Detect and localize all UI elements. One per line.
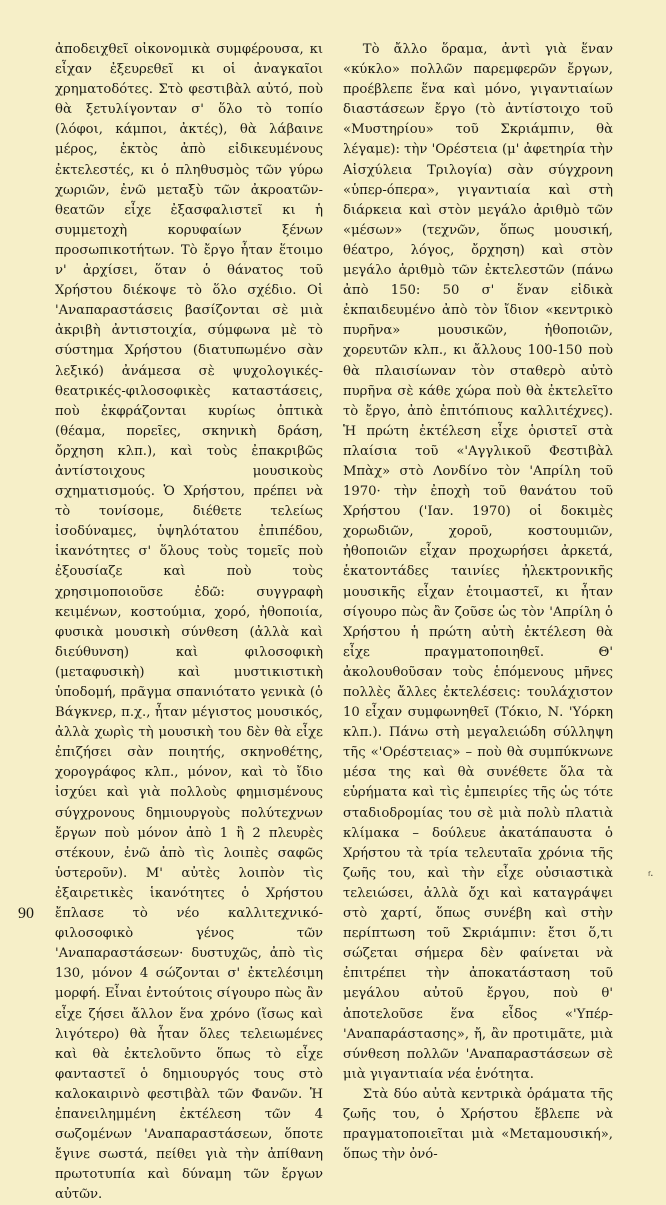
margin-mark: ᶠ·: [648, 871, 654, 882]
left-paragraph-1: ἀποδειχθεῖ οἰκονομικὰ συμφέρουσα, κι εἶχαν ἐξευρεθεῖ κι οἱ ἀναγκαῖοι χρηματοδότες. Στὸ φεστιβὰλ αὐτό, ποὺ θὰ ξετυλίγονταν σ' ὅλο τὸ τοπίο (λόφοι, κάμποι, ἀκτές), θὰ λάβαινε μέρος, ἐκτὸς ἀπὸ εἰδικευμένους ἐκτελεστές, κι ὁ πληθυσμὸς τῶν γύρω χωριῶν, ἐνῶ μεταξὺ τῶν ἀκροατῶν-θεατῶν εἶχε ἐξασφαλιστεῖ κι ἡ συμμετοχὴ κορυφαίων ξένων προσωπικοτήτων. Τὸ ἔργο ἦταν ἕτοιμο ν' ἀρχίσει, ὅταν ὁ θάνατος τοῦ Χρήστου διέκοψε τὸ ὅλο σχέδιο. Οἱ 'Αναπαραστάσεις βασίζονται σὲ μιὰ ἀκριβὴ ἀντιστοιχία, σύμφωνα μὲ τὸ σύστημα Χρήστου (διατυπωμένο σὰν λεξικό) ἀνάμεσα σὲ ψυχολογικές-θεατρικές-φιλοσοφικὲς καταστάσεις, ποὺ ἐκφράζονται κυρίως ὀπτικὰ (θέαμα, πορεῖες, σκηνικὴ δράση, ὄρχηση κλπ.), καὶ τοὺς ἐπακριβῶς ἀντίστοιχους μουσικοὺς σχηματισμούς. Ὁ Χρήστου, πρέπει νὰ τὸ τονίσομε, διέθετε τελείως ἰσοδύναμες, ὑψηλότατου ἐπιπέδου, ἱκανότητες σ' ὅλους τοὺς τομεῖς ποὺ ἐξουσίαζε καὶ ποὺ τοὺς χρησιμοποιοῦσε ἐδῶ: συγγραφὴ κειμένων, κοστούμια, χορό, ἠθοποιία, φυσικὰ μουσικὴ σύνθεση (ἀλλὰ καὶ διεύθυνση) καὶ φιλοσοφικὴ (μεταφυσικὴ) καὶ μυστικιστικὴ ὑποδομή, πρᾶγμα σπανιότατο γενικὰ (ὁ Βάγκνερ, π.χ., ἦταν μέγιστος μουσικός, ἀλλὰ χωρὶς τὴ μουσικὴ του δὲν θὰ εἶχε ἐπιζήσει σὰν ποιητής, σκηνοθέτης, χορογράφος κλπ., μόνον, καὶ τὸ ἴδιο ἰσχύει καὶ γιὰ πολλοὺς φημισμένους σύγχρονους δημιουργοὺς πολύτεχνων ἔργων ποὺ μόνον ἀπὸ 1 ἢ 2 πλευρὲς στέκουν, ἐνῶ ἀπὸ τὶς λοιπὲς σαφῶς ὑστεροῦν). Μ' αὐτὲς λοιπὸν τὶς ἐξαιρετικὲς ἱκανότητες ὁ Χρήστου ἔπλασε τὸ νέο καλλιτεχνικό-φιλοσοφικὸ γένος τῶν 'Αναπαραστάσεων· δυστυχῶς, ἀπὸ τὶς 130, μόνον 4 σώζονται σ' ἐκτελέσιμη μορφή. Εἶναι ἐντούτοις σίγουρο πὼς ἂν εἶχε ζήσει ἄλλον ἕνα χρόνο (ἴσως καὶ λιγότερο) θὰ ἦταν ὅλες τελειωμένες καὶ θὰ ἐκτελοῦντο ὅπως τὸ εἶχε φανταστεῖ ὁ δημιουργός τους στὸ καλοκαιρινὸ φεστιβὰλ τῶν Φανῶν. Ἡ ἐπανειλημμένη ἐκτέλεση τῶν 4 σωζομένων 'Αναπαραστάσεων, ὅποτε ἔγινε σωστά, πείθει γιὰ τὴν ἀπίθανη πρωτοτυπία καὶ δύναμη τῶν ἔργων αὐτῶν.: [55, 42, 323, 1203]
right-paragraph-1: Τὸ ἄλλο ὅραμα, ἀντὶ γιὰ ἕναν «κύκλο» πολλῶν παρεμφερῶν ἔργων, προέβλεπε ἕνα καὶ μόνο, γιγαντιαίων διαστάσεων ἔργο (τὸ ἀντίστοιχο τοῦ «Μυστηρίου» τοῦ Σκριάμπιν, θὰ λέγαμε): τὴν 'Ορέστεια (μ' ἀφετηρία τὴν Αἰσχύλεια Τριλογία) σὰν σύγχρονη «ὑπερ-όπερα», γιγαντιαία καὶ στὴ διάρκεια καὶ στὸν μεγάλο ἀριθμὸ τῶν «μέσων» (τεχνῶν, ὅπως μουσική, θέατρο, λόγος, ὄρχηση) καὶ στὸν μεγάλο ἀριθμὸ τῶν ἐκτελεστῶν (πάνω ἀπὸ 150: 50 σ' ἕναν εἰδικὰ ἐκπαιδευμένο ἀπὸ τὸν ἴδιον «κεντρικὸ πυρῆνα» μουσικῶν, ἠθοποιῶν, χορευτῶν κλπ., κι ἄλλους 100-150 ποὺ θὰ πλαισίωναν τὸν σταθερὸ αὐτὸ πυρῆνα σὲ κάθε χώρα ποὺ θὰ ἐκτελεῖτο τὸ ἔργο, ἀπὸ ἐπιτόπιους καλλιτέχνες). Ἡ πρώτη ἐκτέλεση εἶχε ὁριστεῖ στὰ πλαίσια τοῦ «'Αγγλικοῦ Φεστιβὰλ Μπὰχ» στὸ Λονδίνο τὸν 'Απρίλη τοῦ 1970· τὴν ἐποχὴ τοῦ θανάτου τοῦ Χρήστου ('Ιαν. 1970) οἱ δοκιμὲς χορωδιῶν, χοροῦ, κοστουμιῶν, ἠθοποιῶν εἶχαν προχωρήσει ἀρκετά, ἑκατοντάδες ταινίες ἠλεκτρονικῆς μουσικῆς εἶχαν ἑτοιμαστεῖ, κι ἦταν σίγουρο πὼς ἂν ζοῦσε ὡς τὸν 'Απρίλη ὁ Χρήστου ἡ πρώτη αὐτὴ ἐκτέλεση θὰ εἶχε πραγματοποιηθεῖ. Θ' ἀκολουθοῦσαν τοὺς ἑπόμενους μῆνες πολλὲς ἄλλες ἐκτελέσεις: τουλάχιστον 10 εἶχαν συμφωνηθεῖ (Τόκιο, Ν. 'Υόρκη κλπ.). Πάνω στὴ μεγαλειώδη σύλληψη τῆς «'Ορέστειας» – ποὺ θὰ συμπύκνωνε μέσα της καὶ θὰ συνέθετε ὅλα τὰ εὑρήματα καὶ τὶς ἐμπειρίες τῆς ὡς τότε σταδιοδρομίας του σὲ μιὰ πολὺ πλατιὰ κλίμακα – δούλευε ἀκατάπαυστα ὁ Χρήστου τὰ τρία τελευταῖα χρόνια τῆς ζωῆς του, καὶ τὴν εἶχε οὐσιαστικὰ τελειώσει, ἀλλὰ ὄχι καὶ καταγράψει στὸ χαρτί, ὅπως συνέβη καὶ στὴν περίπτωση τοῦ Σκριάμπιν: ἔτσι ὅ,τι σώζεται σήμερα δὲν φαίνεται νὰ ἐπιτρέπει τὴν ἀποκατάσταση τοῦ μεγάλου αὐτοῦ ἔργου, ποὺ θ' ἀποτελοῦσε ἕνα εἶδος «'Υπέρ-'Αναπαράστασης», ἤ, ἂν προτιμᾶτε, μιὰ σύνθεση πολλῶν 'Αναπαραστάσεων σὲ μιὰ γιγαντιαία νέα ἑνότητα.: [343, 42, 613, 1082]
left-column: [55, 40, 323, 1205]
right-column: [343, 40, 613, 1165]
right-paragraph-2: Στὰ δύο αὐτὰ κεντρικὰ ὁράματα τῆς ζωῆς του, ὁ Χρήστου ἔβλεπε νὰ πραγματοποιεῖται μιὰ «Μεταμουσική», ὅπως τὴν ὀνό-: [343, 1086, 613, 1163]
page-number: 90: [18, 905, 34, 922]
